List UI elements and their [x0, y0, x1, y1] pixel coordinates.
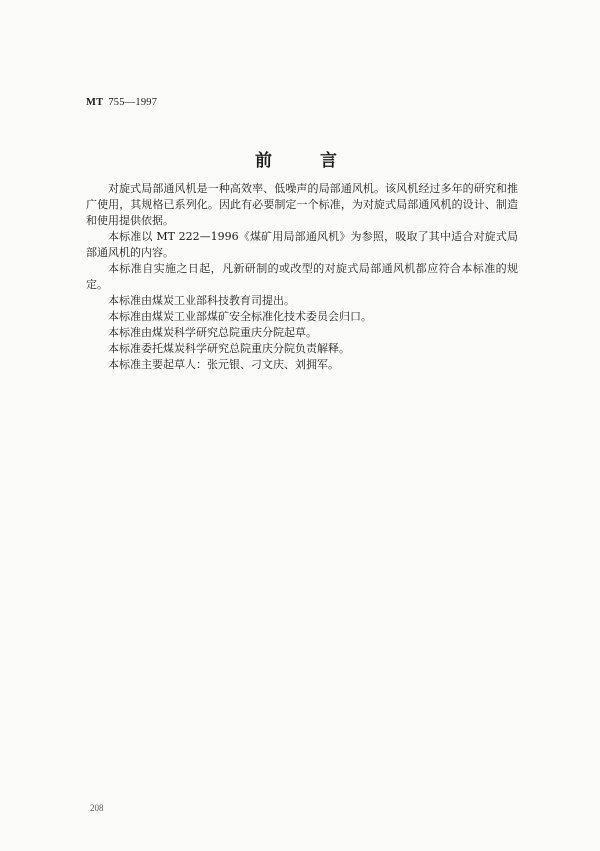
paragraph: 本标准由煤炭工业部煤矿安全标准化技术委员会归口。 [108, 310, 372, 323]
paragraph: 本标准主要起草人：张元银、刁文庆、刘拥军。 [108, 358, 339, 371]
standard-number: 755—1997 [108, 97, 158, 108]
paragraph: 本标准由煤炭工业部科技教育司提出。 [108, 294, 295, 307]
paragraph: 本标准自实施之日起，凡新研制的或改型的对旋式局部通风机都应符合本标准的规定。 [86, 262, 518, 291]
paragraph: 本标准委托煤炭科学研究总院重庆分院负责解释。 [108, 342, 350, 355]
page-number: 208 [90, 803, 104, 813]
standard-code: MT [86, 97, 104, 108]
foreword-body [86, 181, 518, 373]
paragraph: 对旋式局部通风机是一种高效率、低噪声的局部通风机。该风机经过多年的研究和推广使用，其规格已系列化。因此有必要制定一个标准，为对旋式局部通风机的设计、制造和使用提供依据。 [86, 182, 518, 227]
document-header [86, 97, 157, 108]
page-title: 前言 [255, 151, 385, 171]
paragraph: 本标准由煤炭科学研究总院重庆分院起草。 [108, 326, 317, 339]
paragraph: 本标准以 MT 222—1996《煤矿用局部通风机》为参照，吸取了其中适合对旋式局部通风机的内容。 [86, 230, 518, 259]
